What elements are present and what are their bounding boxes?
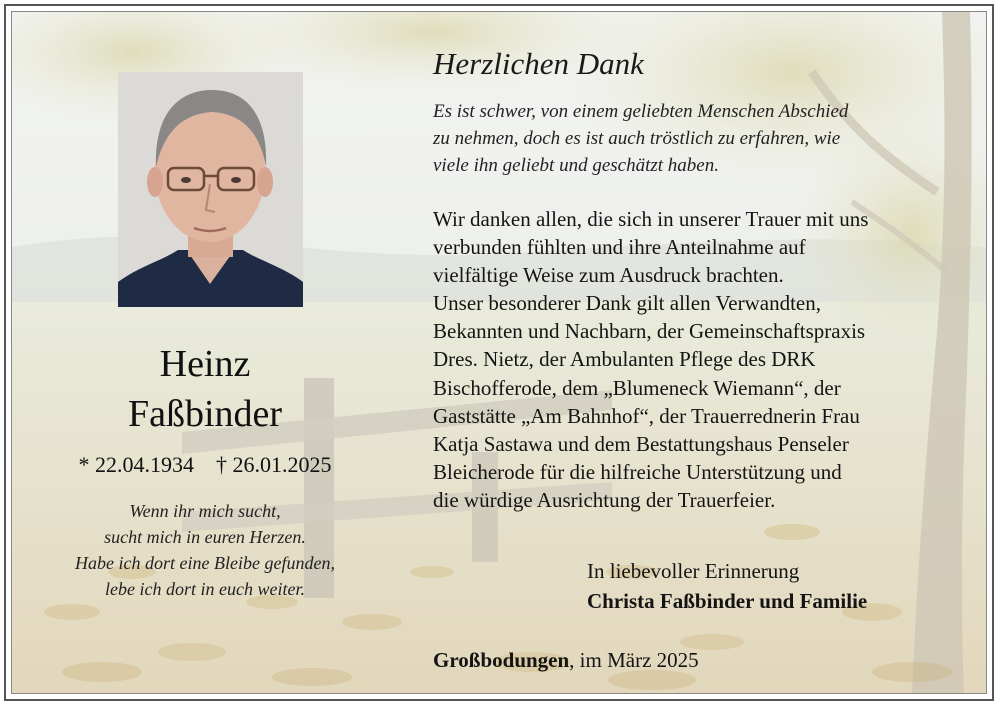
body-line: Unser besonderer Dank gilt allen Verwandten, (433, 291, 821, 316)
body-line: die würdige Ausrichtung der Trauerfeier. (433, 487, 776, 512)
body-line: Bischofferode, dem „Blumeneck Wiemann“, der (433, 375, 841, 400)
body-line: vielfältige Weise zum Ausdruck brachten. (433, 263, 784, 288)
poem-line: Wenn ihr mich sucht, (129, 501, 281, 521)
thanks-body-text (433, 205, 868, 514)
closing-signature (587, 556, 867, 616)
deceased-last-name: Faßbinder (127, 393, 283, 435)
poem-line: lebe ich dort in euch weiter. (105, 579, 305, 599)
body-line: Wir danken allen, die sich in unserer Trauer mit uns (433, 207, 869, 231)
life-dates (40, 452, 370, 478)
body-line: Bekannten und Nachbarn, der Gemeinschaftspraxis (433, 319, 866, 344)
deceased-first-name: Heinz (159, 343, 251, 385)
memorial-poem (30, 498, 380, 602)
intro-line: viele ihn geliebt und geschätzt haben. (433, 155, 719, 176)
body-line: Gaststätte „Am Bahnhof“, der Trauerrednerin Frau (433, 403, 860, 428)
intro-text (433, 98, 848, 179)
death-date: † 26.01.2025 (216, 452, 332, 477)
family-signature: Christa Faßbinder und Familie (587, 589, 868, 613)
intro-line: zu nehmen, doch es ist auch tröstlich zu erfahren, wie (433, 128, 841, 149)
place-and-date (433, 648, 699, 673)
place-town: Großbodungen (433, 648, 570, 672)
closing-line: In liebevoller Erinnerung (587, 559, 800, 583)
body-line: Dres. Nietz, der Ambulanten Pflege des DRK (433, 347, 816, 372)
body-line: Bleicherode für die hilfreiche Unterstützung und (433, 459, 842, 484)
body-line: Katja Sastawa und dem Bestattungshaus Penseler (433, 431, 849, 456)
birth-date: * 22.04.1934 (78, 452, 194, 477)
poem-line: sucht mich in euren Herzen. (104, 527, 306, 547)
body-line: verbunden fühlten und ihre Anteilnahme auf (433, 235, 806, 260)
poem-line: Habe ich dort eine Bleibe gefunden, (75, 553, 335, 573)
portrait-photo (118, 72, 303, 307)
place-date: , im März 2025 (569, 648, 699, 672)
thank-you-heading: Herzlichen Dank (433, 46, 644, 81)
intro-line: Es ist schwer, von einem geliebten Menschen Abschied (433, 101, 849, 122)
